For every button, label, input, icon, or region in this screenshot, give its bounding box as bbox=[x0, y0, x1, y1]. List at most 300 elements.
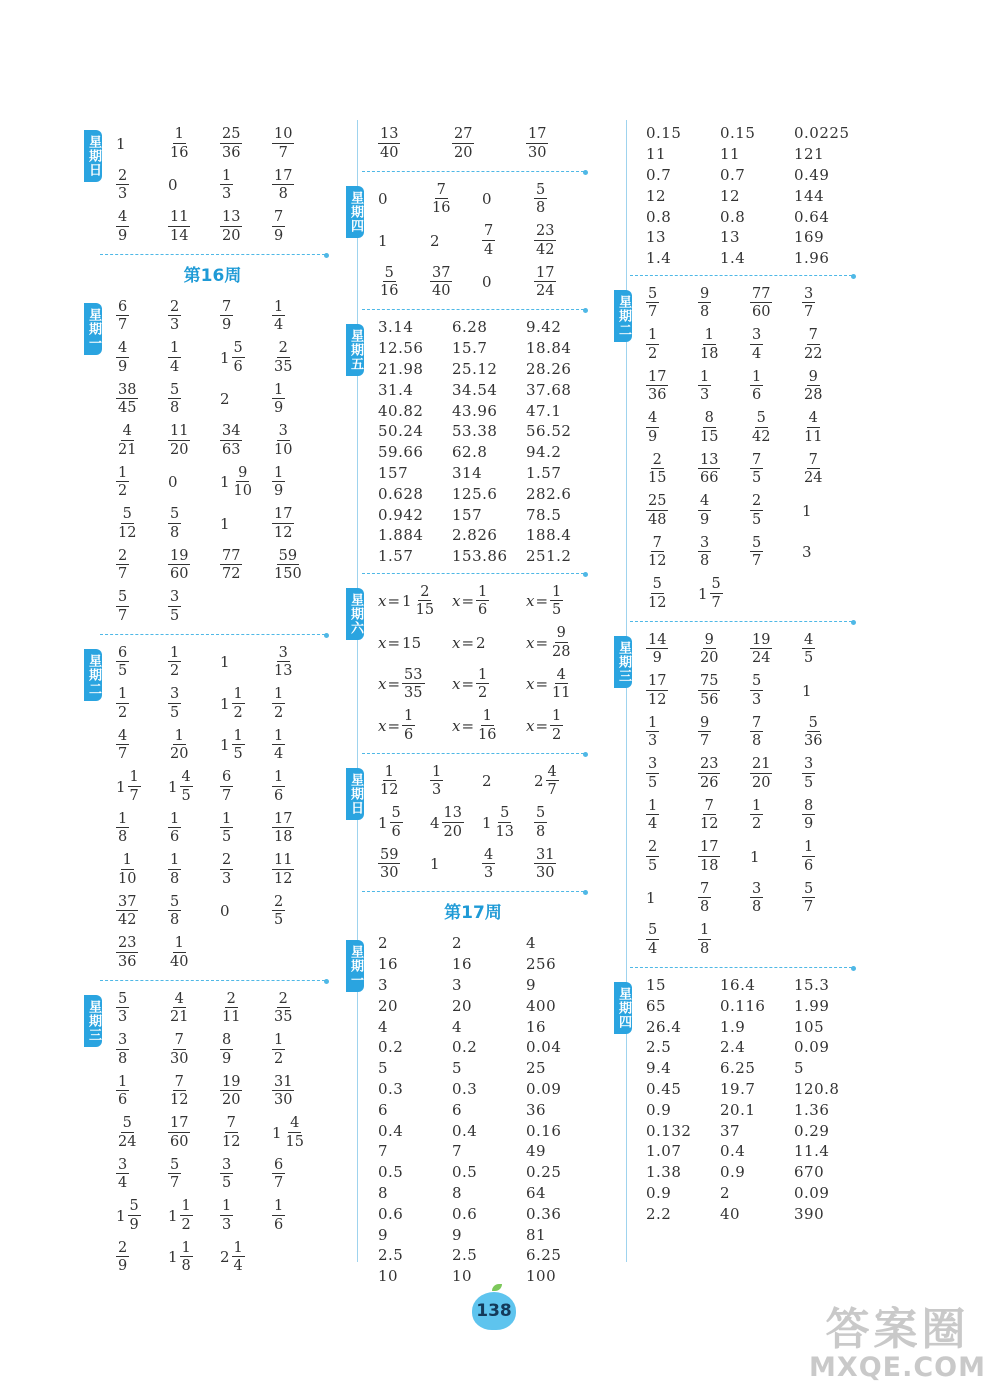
denominator: 9 bbox=[222, 317, 232, 334]
answer-cell bbox=[452, 1162, 526, 1183]
denominator: 8 bbox=[700, 304, 710, 321]
answer-cell bbox=[220, 1195, 272, 1237]
numerator: 19 bbox=[170, 547, 189, 564]
answer-value: 5 bbox=[378, 1059, 389, 1078]
answer-value: 4 bbox=[378, 1017, 389, 1036]
answer-cell bbox=[794, 227, 868, 248]
numerator: 2 bbox=[222, 852, 232, 869]
fraction bbox=[802, 716, 824, 749]
answer-cell bbox=[794, 1120, 868, 1141]
denominator: 8 bbox=[278, 186, 288, 203]
denominator: 28 bbox=[552, 643, 571, 660]
numerator: 2 bbox=[226, 990, 236, 1007]
answer-cell bbox=[646, 573, 698, 615]
answer-cell bbox=[272, 206, 324, 248]
numerator: 1 bbox=[274, 1032, 284, 1049]
fraction bbox=[750, 453, 763, 486]
answer-cell bbox=[272, 1195, 324, 1237]
answer-cell bbox=[526, 525, 600, 546]
denominator: 40 bbox=[380, 144, 399, 161]
numerator: 5 bbox=[170, 506, 180, 523]
denominator: 48 bbox=[648, 511, 667, 528]
answer-cell bbox=[378, 379, 452, 400]
answer-value: 3 bbox=[452, 976, 463, 995]
answer-cell bbox=[168, 1195, 220, 1237]
answer-value: 1.96 bbox=[794, 249, 830, 268]
answer-value: 0.9 bbox=[646, 1100, 672, 1119]
numerator: 77 bbox=[222, 547, 241, 564]
answer-cell bbox=[168, 891, 220, 933]
answer-value: 0.132 bbox=[646, 1121, 692, 1140]
denominator: 4 bbox=[648, 816, 658, 833]
answer-cell bbox=[794, 1079, 868, 1100]
fraction bbox=[698, 757, 720, 790]
denominator: 40 bbox=[170, 953, 189, 970]
answer-cell bbox=[452, 933, 526, 954]
answer-value: 11 bbox=[646, 145, 667, 164]
fraction bbox=[646, 287, 659, 320]
answer-value: 5 bbox=[452, 1059, 463, 1078]
numerator: 3 bbox=[170, 589, 180, 606]
denominator: 5 bbox=[752, 470, 762, 487]
fraction bbox=[272, 424, 294, 457]
day-tab: 星期四 bbox=[614, 982, 632, 1034]
numerator: 9 bbox=[238, 464, 248, 481]
answer-cell bbox=[168, 545, 220, 587]
denominator: 7 bbox=[222, 787, 232, 804]
answer-cell bbox=[750, 712, 802, 754]
answer-cell bbox=[482, 262, 534, 304]
answer-cell bbox=[646, 1203, 720, 1224]
answer-cell bbox=[646, 1037, 720, 1058]
answer-cell bbox=[452, 504, 526, 525]
denominator: 6 bbox=[804, 857, 814, 874]
numerator: 7 bbox=[226, 1115, 236, 1132]
numerator: 31 bbox=[274, 1073, 293, 1090]
answer-cell bbox=[526, 705, 600, 747]
denominator: 12 bbox=[274, 870, 293, 887]
answer-value: 0.8 bbox=[720, 207, 746, 226]
answer-cell bbox=[378, 338, 452, 359]
denominator: 7 bbox=[711, 594, 721, 611]
fraction bbox=[116, 1033, 129, 1066]
fraction bbox=[378, 266, 400, 299]
answer-value: 15 bbox=[402, 633, 422, 652]
numerator: 7 bbox=[652, 534, 662, 551]
answer-cell bbox=[794, 165, 868, 186]
day-tab: 星期一 bbox=[346, 940, 364, 992]
answer-cell bbox=[526, 421, 600, 442]
answer-cell bbox=[116, 337, 168, 379]
fraction bbox=[698, 453, 720, 486]
answer-cell bbox=[452, 1266, 526, 1287]
answer-cell bbox=[646, 324, 698, 366]
answer-value: 4 bbox=[452, 1017, 463, 1036]
numerator: 2 bbox=[652, 451, 662, 468]
answer-value: 10 bbox=[452, 1267, 473, 1286]
denominator: 3 bbox=[752, 691, 762, 708]
fraction bbox=[232, 341, 245, 374]
numerator: 1 bbox=[274, 1198, 284, 1215]
answer-value: 0.116 bbox=[720, 996, 766, 1015]
answer-cell bbox=[272, 988, 324, 1030]
answer-cell bbox=[116, 766, 168, 808]
fraction bbox=[272, 341, 294, 374]
answer-value: 1 bbox=[430, 855, 440, 874]
fraction bbox=[168, 127, 190, 160]
fraction bbox=[698, 411, 720, 444]
mixed-whole: 1 bbox=[220, 736, 230, 755]
answer-cell bbox=[272, 849, 324, 891]
answer-cell bbox=[720, 165, 794, 186]
denominator: 8 bbox=[170, 400, 180, 417]
answer-cell bbox=[698, 407, 750, 449]
denominator: 8 bbox=[536, 200, 546, 217]
denominator: 7 bbox=[278, 144, 288, 161]
answer-cell bbox=[378, 483, 452, 504]
mixed-whole: 4 bbox=[430, 813, 440, 832]
fraction bbox=[698, 882, 711, 915]
answer-cell bbox=[272, 503, 324, 545]
answer-cell bbox=[378, 1266, 452, 1287]
answer-cell bbox=[646, 1162, 720, 1183]
denominator: 4 bbox=[274, 746, 284, 763]
answer-value: 2 bbox=[476, 633, 486, 652]
answer-cell bbox=[750, 753, 802, 795]
denominator: 2 bbox=[274, 1050, 284, 1067]
answer-value: 6 bbox=[452, 1100, 463, 1119]
answer-value: 47.1 bbox=[526, 401, 562, 420]
fraction bbox=[272, 507, 294, 540]
answer-cell bbox=[802, 407, 854, 449]
answer-cell bbox=[452, 400, 526, 421]
fraction bbox=[128, 1199, 141, 1232]
answer-cell bbox=[378, 802, 430, 844]
numerator: 5 bbox=[129, 1198, 139, 1215]
answer-cell bbox=[168, 766, 220, 808]
denominator: 35 bbox=[274, 358, 293, 375]
answer-cell bbox=[698, 573, 750, 615]
day-tab: 星期三 bbox=[84, 995, 102, 1047]
answer-cell bbox=[646, 144, 720, 165]
answer-cell bbox=[720, 123, 794, 144]
variable-x: x bbox=[452, 633, 461, 652]
answer-value: 1.57 bbox=[526, 463, 562, 482]
answer-cell bbox=[646, 629, 698, 671]
answer-cell bbox=[802, 753, 854, 795]
answer-value: 94.2 bbox=[526, 443, 562, 462]
fraction bbox=[220, 300, 233, 333]
answer-cell bbox=[116, 1071, 168, 1113]
answer-cell bbox=[220, 683, 272, 725]
numerator: 1 bbox=[552, 583, 562, 600]
numerator: 19 bbox=[752, 631, 771, 648]
answer-value: 9.4 bbox=[646, 1059, 672, 1078]
answer-cell bbox=[698, 324, 750, 366]
answer-cell bbox=[646, 878, 698, 920]
denominator: 9 bbox=[222, 1050, 232, 1067]
numerator: 5 bbox=[804, 880, 814, 897]
numerator: 5 bbox=[752, 534, 762, 551]
answer-value: 0.64 bbox=[794, 207, 830, 226]
answer-value: 12 bbox=[720, 186, 741, 205]
denominator: 7 bbox=[118, 566, 128, 583]
answer-cell bbox=[750, 283, 802, 325]
answer-cell bbox=[698, 283, 750, 325]
answer-value: 37.68 bbox=[526, 380, 572, 399]
denominator: 35 bbox=[274, 1009, 293, 1026]
answer-cell bbox=[452, 705, 526, 747]
equals-sign: = bbox=[461, 675, 475, 694]
answer-cell bbox=[220, 296, 272, 338]
denominator: 4 bbox=[233, 1258, 243, 1275]
answer-cell bbox=[378, 1162, 452, 1183]
mixed-whole: 1 bbox=[116, 777, 126, 796]
denominator: 16 bbox=[170, 144, 189, 161]
answer-value: 36 bbox=[526, 1100, 547, 1119]
answer-value: 120.8 bbox=[794, 1079, 840, 1098]
denominator: 2 bbox=[118, 483, 128, 500]
answer-cell bbox=[720, 144, 794, 165]
denominator: 6 bbox=[404, 726, 414, 743]
numerator: 37 bbox=[118, 893, 137, 910]
denominator: 2 bbox=[233, 704, 243, 721]
answer-cell bbox=[168, 1071, 220, 1113]
denominator: 20 bbox=[454, 144, 473, 161]
denominator: 12 bbox=[170, 1092, 189, 1109]
numerator: 1 bbox=[274, 298, 284, 315]
equals-sign: = bbox=[535, 633, 549, 652]
answer-cell bbox=[720, 248, 794, 269]
answer-cell bbox=[378, 546, 452, 567]
answer-cell bbox=[720, 975, 794, 996]
answer-cell bbox=[526, 1058, 600, 1079]
answer-cell bbox=[220, 462, 272, 504]
answer-cell bbox=[378, 220, 430, 262]
denominator: 20 bbox=[443, 823, 462, 840]
day-tab: 星期五 bbox=[346, 324, 364, 376]
answer-cell bbox=[116, 462, 168, 504]
denominator: 7 bbox=[170, 1175, 180, 1192]
mixed-whole: 1 bbox=[272, 1123, 282, 1142]
fraction bbox=[750, 674, 763, 707]
fraction bbox=[750, 494, 763, 527]
answer-section bbox=[86, 293, 325, 635]
answer-cell bbox=[526, 975, 600, 996]
numerator: 1 bbox=[222, 1198, 232, 1215]
answer-value: 157 bbox=[378, 463, 409, 482]
denominator: 12 bbox=[648, 553, 667, 570]
answer-cell bbox=[116, 1195, 168, 1237]
answer-cell bbox=[378, 262, 430, 304]
answer-cell bbox=[646, 670, 698, 712]
answer-cell bbox=[116, 932, 168, 974]
answer-cell bbox=[526, 581, 600, 623]
denominator: 9 bbox=[118, 358, 128, 375]
answer-value: 0 bbox=[220, 902, 230, 921]
denominator: 7 bbox=[118, 607, 128, 624]
fraction bbox=[750, 411, 772, 444]
answer-cell bbox=[378, 995, 452, 1016]
answer-cell bbox=[220, 1154, 272, 1196]
numerator: 11 bbox=[170, 423, 189, 440]
answer-value: 1.38 bbox=[646, 1163, 682, 1182]
numerator: 17 bbox=[536, 264, 555, 281]
denominator: 56 bbox=[700, 691, 719, 708]
answer-cell bbox=[526, 1203, 600, 1224]
answer-value: 28.26 bbox=[526, 359, 572, 378]
answer-cell bbox=[802, 449, 854, 491]
answer-cell bbox=[116, 891, 168, 933]
answer-cell bbox=[220, 808, 272, 850]
answer-cell bbox=[272, 462, 324, 504]
answer-cell bbox=[646, 919, 698, 961]
fraction bbox=[220, 127, 242, 160]
answer-cell bbox=[452, 338, 526, 359]
denominator: 60 bbox=[170, 1133, 189, 1150]
answer-value: 37 bbox=[720, 1121, 741, 1140]
mixed-whole: 1 bbox=[168, 777, 178, 796]
numerator: 5 bbox=[536, 181, 546, 198]
fraction bbox=[646, 633, 668, 666]
answer-value: 43.96 bbox=[452, 401, 498, 420]
answer-value: 19.7 bbox=[720, 1079, 756, 1098]
answer-value: 0.16 bbox=[526, 1121, 562, 1140]
fraction bbox=[272, 383, 285, 416]
denominator: 12 bbox=[222, 1133, 241, 1150]
answer-cell bbox=[526, 1037, 600, 1058]
answer-cell bbox=[646, 795, 698, 837]
denominator: 6 bbox=[170, 829, 180, 846]
answer-value: 9 bbox=[452, 1225, 463, 1244]
numerator: 3 bbox=[804, 756, 814, 773]
day-tab: 星期四 bbox=[346, 186, 364, 238]
fraction bbox=[750, 799, 763, 832]
denominator: 7 bbox=[804, 899, 814, 916]
answer-cell bbox=[698, 532, 750, 574]
numerator: 4 bbox=[804, 631, 814, 648]
numerator: 5 bbox=[118, 589, 128, 606]
answer-section bbox=[616, 280, 852, 622]
answer-cell bbox=[526, 400, 600, 421]
fraction bbox=[232, 466, 254, 499]
answer-cell bbox=[220, 891, 272, 933]
answer-cell bbox=[482, 802, 534, 844]
week-prefix: 第 bbox=[183, 265, 201, 286]
fraction bbox=[220, 210, 242, 243]
answer-cell bbox=[378, 359, 452, 380]
answer-value: 1.36 bbox=[794, 1100, 830, 1119]
answer-value: 4 bbox=[526, 934, 537, 953]
answer-cell bbox=[802, 836, 854, 878]
answer-cell bbox=[272, 1029, 324, 1071]
answer-cell bbox=[794, 1203, 868, 1224]
answer-value: 16 bbox=[378, 955, 399, 974]
denominator: 8 bbox=[700, 553, 710, 570]
fraction bbox=[476, 585, 489, 618]
answer-cell bbox=[750, 366, 802, 408]
week-prefix: 第 bbox=[444, 903, 462, 924]
answer-value: 0.7 bbox=[720, 165, 746, 184]
answer-cell bbox=[220, 849, 272, 891]
denominator: 15 bbox=[700, 428, 719, 445]
answer-value: 0.6 bbox=[378, 1204, 404, 1223]
fraction bbox=[116, 300, 129, 333]
answer-cell bbox=[452, 483, 526, 504]
answer-cell bbox=[168, 462, 220, 504]
answer-grid bbox=[378, 123, 584, 165]
answer-cell bbox=[794, 206, 868, 227]
numerator: 5 bbox=[648, 285, 658, 302]
mixed-whole: 1 bbox=[116, 1206, 126, 1225]
fraction bbox=[232, 687, 245, 720]
fraction bbox=[168, 812, 181, 845]
fraction bbox=[232, 1241, 245, 1274]
answer-cell bbox=[720, 1058, 794, 1079]
answer-value: 64 bbox=[526, 1184, 547, 1203]
numerator: 1 bbox=[700, 922, 710, 939]
answer-cell bbox=[750, 490, 802, 532]
fraction bbox=[272, 1199, 285, 1232]
numerator: 5 bbox=[118, 990, 128, 1007]
answer-cell bbox=[646, 1079, 720, 1100]
fraction bbox=[802, 840, 815, 873]
variable-x: x bbox=[378, 675, 387, 694]
fraction bbox=[284, 1116, 306, 1149]
answer-value: 1.4 bbox=[720, 249, 746, 268]
denominator: 11 bbox=[552, 685, 571, 702]
answer-value: 2 bbox=[720, 1183, 731, 1202]
page-number-apple-badge bbox=[472, 1292, 516, 1330]
numerator: 1 bbox=[478, 583, 488, 600]
answer-cell bbox=[378, 421, 452, 442]
answer-cell bbox=[452, 664, 526, 706]
fraction bbox=[168, 646, 181, 679]
answer-cell bbox=[452, 463, 526, 484]
numerator: 9 bbox=[700, 714, 710, 731]
numerator: 13 bbox=[443, 805, 462, 822]
numerator: 13 bbox=[222, 209, 241, 226]
numerator: 1 bbox=[274, 464, 284, 481]
numerator: 1 bbox=[170, 852, 180, 869]
answer-value: 1 bbox=[378, 231, 388, 250]
numerator: 9 bbox=[556, 625, 566, 642]
answer-value: 256 bbox=[526, 955, 557, 974]
answer-value: 2 bbox=[220, 390, 230, 409]
fraction bbox=[534, 806, 547, 839]
answer-cell bbox=[116, 379, 168, 421]
answer-cell bbox=[116, 123, 168, 165]
denominator: 24 bbox=[804, 470, 823, 487]
answer-cell bbox=[168, 123, 220, 165]
answer-cell bbox=[720, 1203, 794, 1224]
fraction bbox=[698, 674, 720, 707]
denominator: 14 bbox=[170, 227, 189, 244]
fraction bbox=[698, 370, 711, 403]
numerator: 5 bbox=[170, 381, 180, 398]
day-tab: 星期一 bbox=[84, 303, 102, 355]
answer-cell bbox=[646, 753, 698, 795]
denominator: 18 bbox=[274, 829, 293, 846]
answer-cell bbox=[794, 144, 868, 165]
answer-cell bbox=[534, 179, 586, 221]
answer-value: 0 bbox=[482, 190, 492, 209]
answer-cell bbox=[526, 995, 600, 1016]
answer-cell bbox=[698, 449, 750, 491]
answer-value: 0.5 bbox=[452, 1163, 478, 1182]
answer-cell bbox=[698, 878, 750, 920]
numerator: 4 bbox=[174, 990, 184, 1007]
